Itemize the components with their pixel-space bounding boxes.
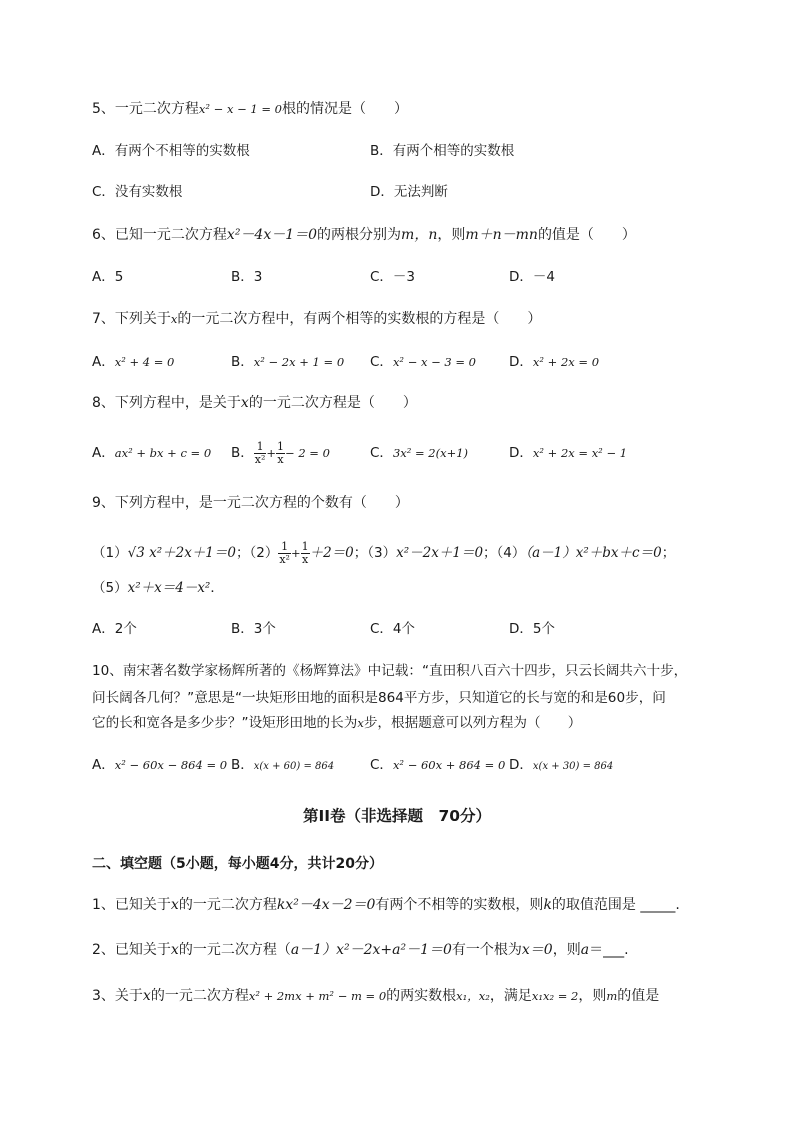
section-fill-in-heading: 二、填空题（5小题，每小题4分，共计20分）	[92, 856, 383, 872]
q10-option-c[interactable]: C．x² − 60x + 864 = 0	[370, 757, 506, 773]
q5-option-c[interactable]: C．没有实数根	[92, 184, 183, 200]
q8-option-c[interactable]: C．3x² = 2(x+1)	[370, 445, 469, 461]
q9-fraction-2: $\frac{1}{x}$	[301, 539, 309, 566]
q7-option-a[interactable]: A．x² + 4 = 0	[92, 354, 175, 370]
q6-stem: 6、已知一元二次方程x²－4x－1＝0的两根分别为m，n，则m＋n－mn的值是（ ）	[92, 227, 636, 243]
q8-fraction-1: $\frac{1}{\text{x²}}$	[254, 439, 266, 466]
q6-option-c[interactable]: C．－3	[370, 269, 416, 285]
q5-option-a[interactable]: A．有两个不相等的实数根	[92, 143, 250, 159]
q8-stem: 8、下列方程中，是关于x的一元二次方程是（ ）	[92, 395, 417, 411]
q7-stem: 7、下列关于x的一元二次方程中，有两个相等的实数根的方程是（ ）	[92, 311, 542, 327]
q9-option-d[interactable]: D．5个	[509, 621, 555, 637]
q9-equations-line1: （1）√3 x²＋2x＋1＝0；（2） $\frac{1}{\text{x²}}$ + $\frac{1}{x}$ ＋2＝0；（3）x²－2x＋1＝0；（4）（a－1）x²＋bx＋c＝0；	[92, 539, 676, 566]
q5-option-d[interactable]: D．无法判断	[370, 184, 448, 200]
q7-option-d[interactable]: D．x² + 2x = 0	[509, 354, 600, 370]
q6-equation: x²－4x－1＝0	[226, 227, 318, 243]
q9-option-b[interactable]: B．3个	[231, 621, 276, 637]
q10-stem-line2: 问长阔各几何？”意思是“一块矩形田地的面积是864平方步，只知道它的长与宽的和是60步，问	[92, 690, 666, 706]
q6-option-d[interactable]: D．－4	[509, 269, 555, 285]
q9-option-c[interactable]: C．4个	[370, 621, 416, 637]
q5-stem: 5、一元二次方程x² − x − 1 = 0根的情况是（ ）	[92, 101, 408, 117]
q8-option-d[interactable]: D．x² + 2x = x² − 1	[509, 445, 628, 461]
q7-option-c[interactable]: C．x² − x − 3 = 0	[370, 354, 476, 370]
fill-question-1: 1、已知关于x的一元二次方程kx²－4x－2＝0有两个不相等的实数根，则k的取值范围是 _____.	[92, 897, 680, 913]
q9-option-a[interactable]: A．2个	[92, 621, 137, 637]
q8-option-a[interactable]: A．ax² + bx + c = 0	[92, 445, 212, 461]
q6-option-b[interactable]: B．3	[231, 269, 263, 285]
q9-fraction-1: $\frac{1}{\text{x²}}$	[279, 539, 290, 566]
q7-option-b[interactable]: B．x² − 2x + 1 = 0	[231, 354, 345, 370]
q5-option-b[interactable]: B．有两个相等的实数根	[370, 143, 515, 159]
part2-title: 第II卷（非选择题 70分）	[302, 807, 492, 825]
q10-option-d[interactable]: D．x(x + 30) = 864	[509, 757, 614, 773]
q5-equation: x² − x − 1 = 0	[198, 102, 282, 116]
q10-stem-line1: 10、南宋著名数学家杨辉所著的《杨辉算法》中记载：“直田积八百六十四步，只云长阔共六十步，	[92, 663, 688, 679]
fill-question-2: 2、已知关于x的一元二次方程（a－1）x²－2x+a²－1＝0有一个根为x＝0，则a＝___.	[92, 942, 629, 958]
q10-option-a[interactable]: A．x² − 60x − 864 = 0	[92, 757, 228, 773]
q10-stem-line3: 它的长和宽各是多少步？”设矩形田地的长为x步，根据题意可以列方程为（ ）	[92, 715, 582, 731]
q8-option-b[interactable]: B． $\frac{1}{\text{x²}}$ + $\frac{1}{x}$ − 2 = 0	[231, 439, 330, 466]
q10-option-b[interactable]: B．x(x + 60) = 864	[231, 757, 335, 773]
q9-stem: 9、下列方程中，是一元二次方程的个数有（ ）	[92, 495, 409, 511]
q6-option-a[interactable]: A．5	[92, 269, 124, 285]
fill-question-3: 3、关于x的一元二次方程x² + 2mx + m² − m = 0的两实数根x₁，x₂，满足x₁x₂ = 2，则m的值是	[92, 988, 660, 1004]
q9-equations-line2: （5）x²＋x＝4－x²．	[92, 580, 224, 596]
q8-fraction-2: $\frac{1}{x}$	[277, 439, 285, 466]
